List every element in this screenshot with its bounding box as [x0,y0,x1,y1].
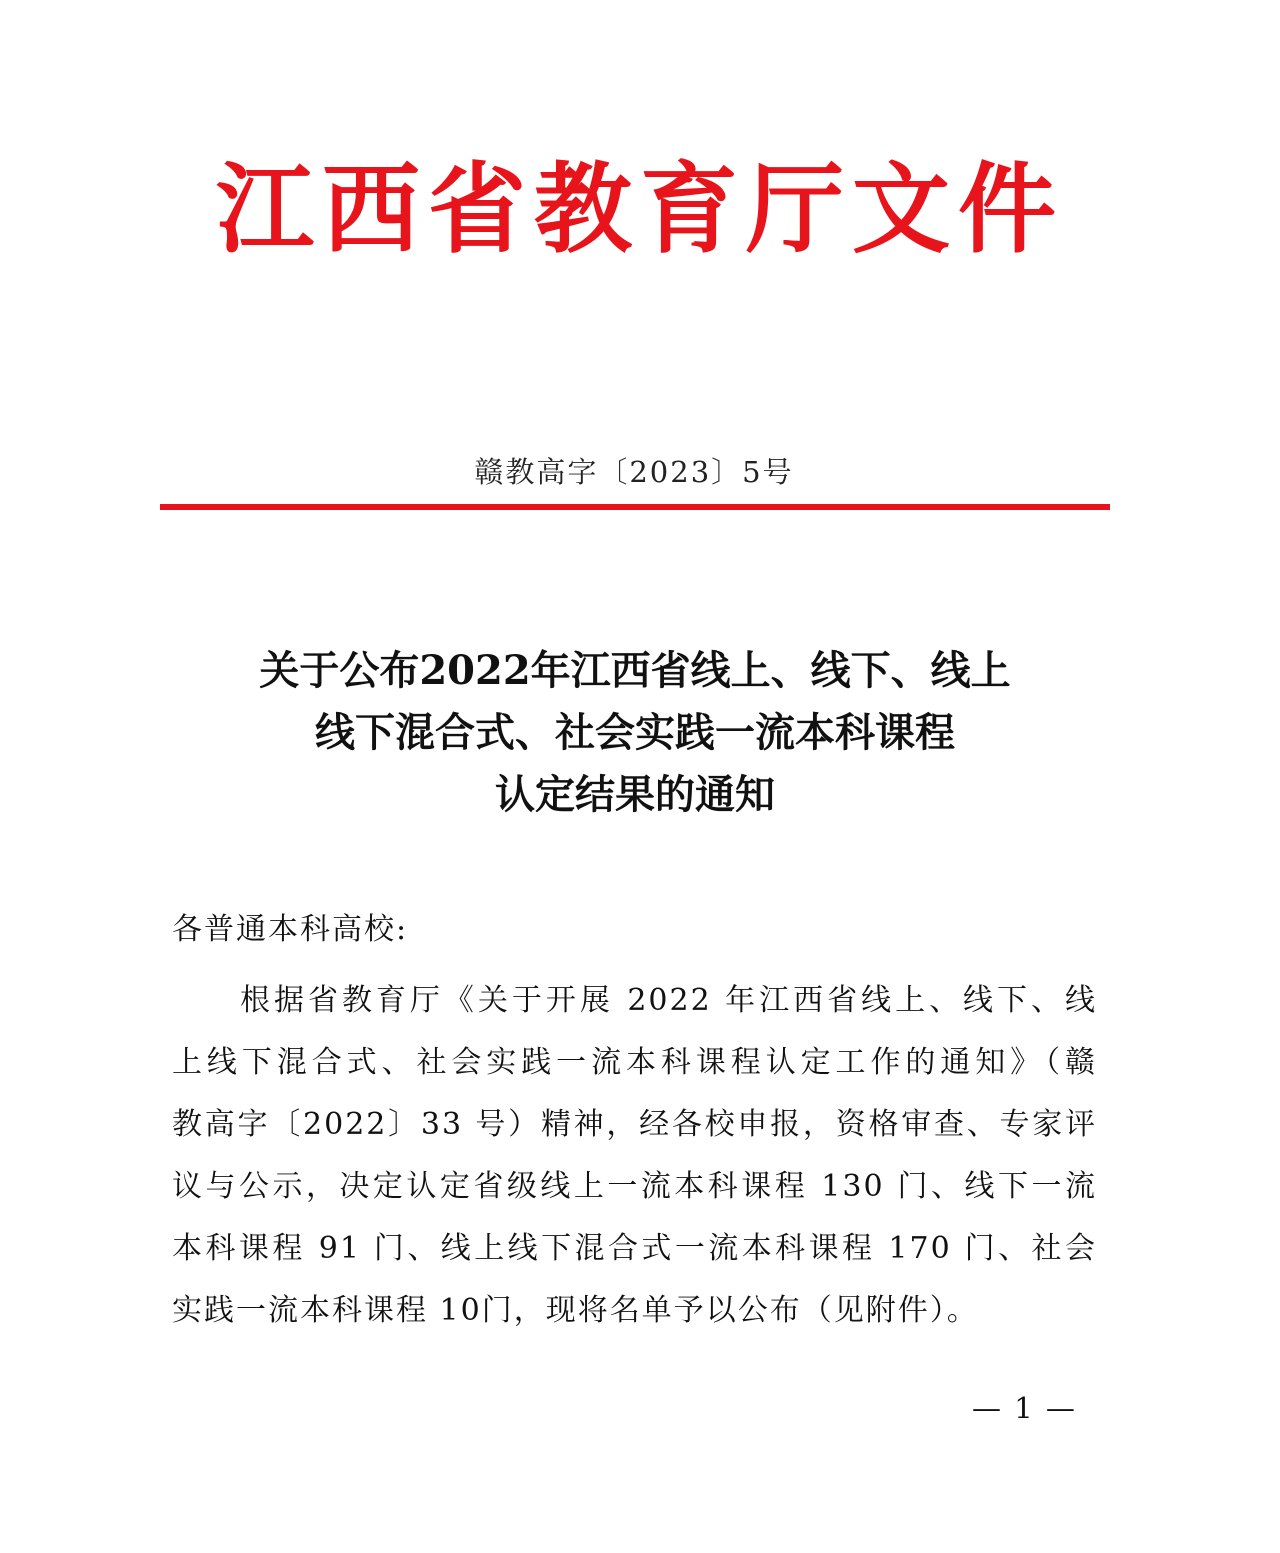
body-line: 实践一流本科课程 10门，现将名单予以公布（见附件）。 [172,1293,979,1328]
body-paragraph [172,970,1097,1342]
masthead-title: 江西省教育厅文件 [215,152,1064,267]
body-line: 根据省教育厅《关于开展 2022 年江西省线上、线下、线 [240,983,1097,1018]
salutation: 各普通本科高校: [172,912,409,947]
red-divider-line [160,504,1110,510]
notice-title [150,640,1120,826]
body-line: 本科课程 91 门、线上线下混合式一流本科课程 170 门、社会 [172,1231,1097,1266]
notice-title-line: 认定结果的通知 [495,771,775,818]
body-line: 议与公示，决定认定省级线上一流本科课程 130 门、线下一流 [172,1169,1097,1204]
body-line: 教高字〔2022〕33 号）精神，经各校申报，资格审查、专家评 [172,1107,1097,1142]
body-line: 上线下混合式、社会实践一流本科课程认定工作的通知》（赣 [172,1045,1097,1080]
page-number: — 1 — [972,1391,1077,1425]
notice-title-line: 线下混合式、社会实践一流本科课程 [315,709,955,756]
document-number: 赣教高字〔2023〕5号 [474,455,794,489]
notice-title-line: 关于公布2022年江西省线上、线下、线上 [259,647,1011,694]
